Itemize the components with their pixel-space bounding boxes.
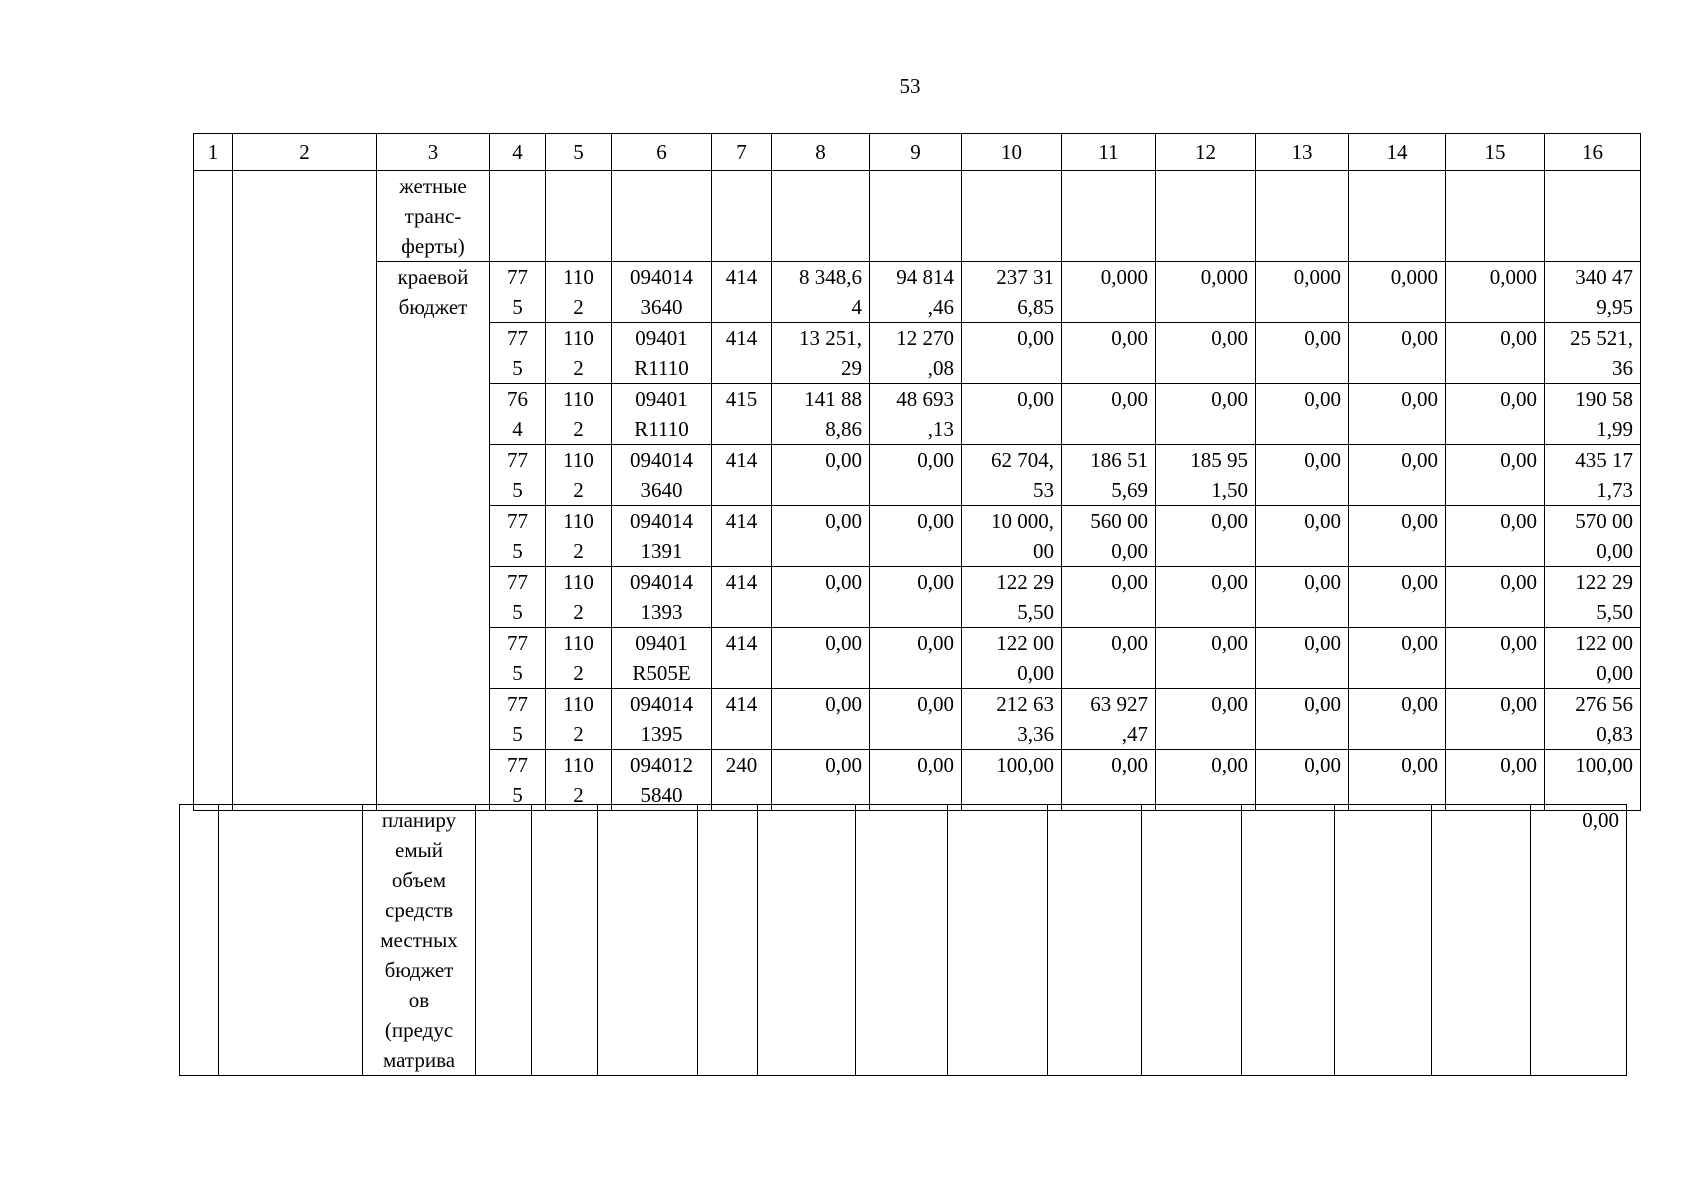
table-cell: 0,00 [1349, 750, 1446, 811]
table-cell: 0,00 [962, 323, 1062, 384]
column-header: 16 [1545, 134, 1641, 171]
table-cell: 09401 R1110 [612, 323, 712, 384]
table-cell: 414 [712, 567, 772, 628]
column-header: 11 [1062, 134, 1156, 171]
empty-cell [1446, 171, 1545, 262]
table-cell: 414 [712, 445, 772, 506]
table-row [194, 262, 1641, 323]
table-cell: 63 927 ,47 [1062, 689, 1156, 750]
table-cell: 0,00 [772, 567, 870, 628]
table-cell: 0,00 [1446, 567, 1545, 628]
empty-cell [856, 805, 948, 1076]
empty-cell [1142, 805, 1242, 1076]
table-cell: 0,00 [1349, 384, 1446, 445]
table-cell: 570 00 0,00 [1545, 506, 1641, 567]
empty-cell [698, 805, 758, 1076]
empty-cell [1156, 171, 1256, 262]
table-cell: 10 000, 00 [962, 506, 1062, 567]
column-header: 15 [1446, 134, 1545, 171]
planned-row [180, 805, 1627, 1076]
table-cell: 276 56 0,83 [1545, 689, 1641, 750]
table-cell: 0,00 [1446, 750, 1545, 811]
table-cell: 77 5 [490, 323, 546, 384]
table-cell: 0,00 [1156, 384, 1256, 445]
table-cell: 240 [712, 750, 772, 811]
col1-cell [194, 171, 233, 811]
empty-cell [1242, 805, 1335, 1076]
column-header: 10 [962, 134, 1062, 171]
col1-cell [180, 805, 219, 1076]
table-cell: 13 251, 29 [772, 323, 870, 384]
column-header: 12 [1156, 134, 1256, 171]
table-cell: 122 29 5,50 [962, 567, 1062, 628]
table-cell: 8 348,6 4 [772, 262, 870, 323]
table-cell: 77 5 [490, 567, 546, 628]
table-cell: 0,00 [1256, 689, 1349, 750]
table-cell: 09401 R505E [612, 628, 712, 689]
column-header: 3 [377, 134, 490, 171]
table-cell: 094014 1393 [612, 567, 712, 628]
table-cell: 0,00 [1256, 628, 1349, 689]
planned-table [179, 804, 1627, 1076]
table-cell: 0,00 [1156, 689, 1256, 750]
table-cell: 12 270 ,08 [870, 323, 962, 384]
budget-table [193, 133, 1641, 811]
table-cell: 0,00 [1156, 628, 1256, 689]
table-cell: 0,00 [1446, 689, 1545, 750]
table-cell: 100,00 [1545, 750, 1641, 811]
table-cell: 48 693 ,13 [870, 384, 962, 445]
empty-cell [1545, 171, 1641, 262]
empty-cell [1432, 805, 1531, 1076]
table-cell: 09401 R1110 [612, 384, 712, 445]
table-cell: 122 00 0,00 [1545, 628, 1641, 689]
table-cell: 77 5 [490, 689, 546, 750]
empty-cell [962, 171, 1062, 262]
table-cell: 0,00 [1062, 750, 1156, 811]
table-cell: 0,00 [1349, 628, 1446, 689]
table-cell: 0,00 [772, 445, 870, 506]
col2-cell [233, 171, 377, 811]
table-cell: 0,00 [1156, 323, 1256, 384]
table-cell: 110 2 [546, 262, 612, 323]
column-header: 5 [546, 134, 612, 171]
table-cell: 77 5 [490, 628, 546, 689]
table-cell: 0,00 [1446, 323, 1545, 384]
planned-label: планиру емый объем средств местных бюджет ов (предус матрива [363, 805, 476, 1076]
empty-cell [598, 805, 698, 1076]
table-cell: 141 88 8,86 [772, 384, 870, 445]
table-cell: 0,00 [1156, 506, 1256, 567]
empty-cell [476, 805, 532, 1076]
empty-cell [1256, 171, 1349, 262]
table-cell: 100,00 [962, 750, 1062, 811]
table-cell: 0,00 [1256, 506, 1349, 567]
table-cell: 0,00 [870, 445, 962, 506]
table-cell: 0,00 [870, 567, 962, 628]
empty-cell [1335, 805, 1432, 1076]
table-cell: 0,00 [1349, 689, 1446, 750]
table-cell: 340 47 9,95 [1545, 262, 1641, 323]
table-cell: 0,00 [1446, 384, 1545, 445]
empty-cell [490, 171, 546, 262]
table-cell: 0,00 [870, 628, 962, 689]
table-cell: 110 2 [546, 445, 612, 506]
column-header: 9 [870, 134, 962, 171]
table-cell: 0,00 [1062, 323, 1156, 384]
table-cell: 0,00 [1256, 323, 1349, 384]
table-cell: 190 58 1,99 [1545, 384, 1641, 445]
table-cell: 212 63 3,36 [962, 689, 1062, 750]
table-cell: 110 2 [546, 323, 612, 384]
col2-cell [219, 805, 363, 1076]
table-cell: 237 31 6,85 [962, 262, 1062, 323]
table-cell: 414 [712, 689, 772, 750]
table-cell: 414 [712, 628, 772, 689]
table-cell: 77 5 [490, 506, 546, 567]
table-cell: 0,00 [1062, 567, 1156, 628]
empty-cell [1349, 171, 1446, 262]
table-cell: 0,00 [772, 628, 870, 689]
table-cell: 0,00 [870, 689, 962, 750]
table-cell: 76 4 [490, 384, 546, 445]
table-cell: 414 [712, 262, 772, 323]
table-cell: 0,00 [1349, 323, 1446, 384]
table-cell: 435 17 1,73 [1545, 445, 1641, 506]
table-cell: 0,00 [870, 750, 962, 811]
table-cell: 25 521, 36 [1545, 323, 1641, 384]
table-cell: 110 2 [546, 567, 612, 628]
table-cell: 0,00 [1349, 567, 1446, 628]
table-cell: 62 704, 53 [962, 445, 1062, 506]
empty-cell [1062, 171, 1156, 262]
continued-text: жетные транс- ферты) [377, 171, 490, 262]
column-header: 8 [772, 134, 870, 171]
table-cell: 094014 3640 [612, 262, 712, 323]
table-cell: 0,00 [772, 506, 870, 567]
table-cell: 0,00 [1256, 567, 1349, 628]
table-cell: 415 [712, 384, 772, 445]
table-cell: 0,00 [1156, 567, 1256, 628]
table-cell: 77 5 [490, 750, 546, 811]
source-label: краевой бюджет [377, 262, 490, 811]
column-header-row [194, 134, 1641, 171]
table-cell: 77 5 [490, 262, 546, 323]
table-cell: 110 2 [546, 506, 612, 567]
table-cell: 414 [712, 323, 772, 384]
empty-cell [712, 171, 772, 262]
empty-cell [1048, 805, 1142, 1076]
column-header: 7 [712, 134, 772, 171]
empty-cell [532, 805, 598, 1076]
table-cell: 0,000 [1256, 262, 1349, 323]
table-cell: 094014 1391 [612, 506, 712, 567]
table-cell: 186 51 5,69 [1062, 445, 1156, 506]
page-number: 53 [899, 74, 921, 98]
table-cell: 0,00 [1062, 384, 1156, 445]
table-cell: 0,00 [962, 384, 1062, 445]
empty-cell [758, 805, 856, 1076]
table-cell: 110 2 [546, 384, 612, 445]
table-cell: 094014 1395 [612, 689, 712, 750]
table-cell: 0,00 [1349, 506, 1446, 567]
table-cell: 0,000 [1062, 262, 1156, 323]
table-cell: 110 2 [546, 628, 612, 689]
table-cell: 414 [712, 506, 772, 567]
empty-cell [612, 171, 712, 262]
table-cell: 0,00 [1256, 384, 1349, 445]
table-cell: 0,00 [1062, 628, 1156, 689]
table-cell: 0,00 [1256, 750, 1349, 811]
table-cell: 185 95 1,50 [1156, 445, 1256, 506]
table-cell: 094012 5840 [612, 750, 712, 811]
empty-cell [870, 171, 962, 262]
table-cell: 0,000 [1446, 262, 1545, 323]
continued-row [194, 171, 1641, 262]
column-header: 1 [194, 134, 233, 171]
empty-cell [546, 171, 612, 262]
table-cell: 0,00 [772, 750, 870, 811]
table-cell: 0,00 [1256, 445, 1349, 506]
table-cell: 0,00 [1446, 445, 1545, 506]
table-cell: 094014 3640 [612, 445, 712, 506]
table-cell: 0,00 [772, 689, 870, 750]
empty-cell [772, 171, 870, 262]
table-cell: 0,00 [870, 506, 962, 567]
table-cell: 0,000 [1349, 262, 1446, 323]
table-cell: 0,00 [1446, 506, 1545, 567]
table-cell: 0,00 [1446, 628, 1545, 689]
table-cell: 122 29 5,50 [1545, 567, 1641, 628]
table-cell: 94 814 ,46 [870, 262, 962, 323]
table-cell: 77 5 [490, 445, 546, 506]
table-cell: 0,00 [1156, 750, 1256, 811]
table-cell: 110 2 [546, 689, 612, 750]
table-cell: 0,00 [1349, 445, 1446, 506]
column-header: 13 [1256, 134, 1349, 171]
planned-total: 0,00 [1531, 805, 1627, 1076]
column-header: 6 [612, 134, 712, 171]
table-cell: 0,000 [1156, 262, 1256, 323]
empty-cell [948, 805, 1048, 1076]
column-header: 2 [233, 134, 377, 171]
table-cell: 122 00 0,00 [962, 628, 1062, 689]
table-cell: 110 2 [546, 750, 612, 811]
column-header: 14 [1349, 134, 1446, 171]
table-cell: 560 00 0,00 [1062, 506, 1156, 567]
column-header: 4 [490, 134, 546, 171]
